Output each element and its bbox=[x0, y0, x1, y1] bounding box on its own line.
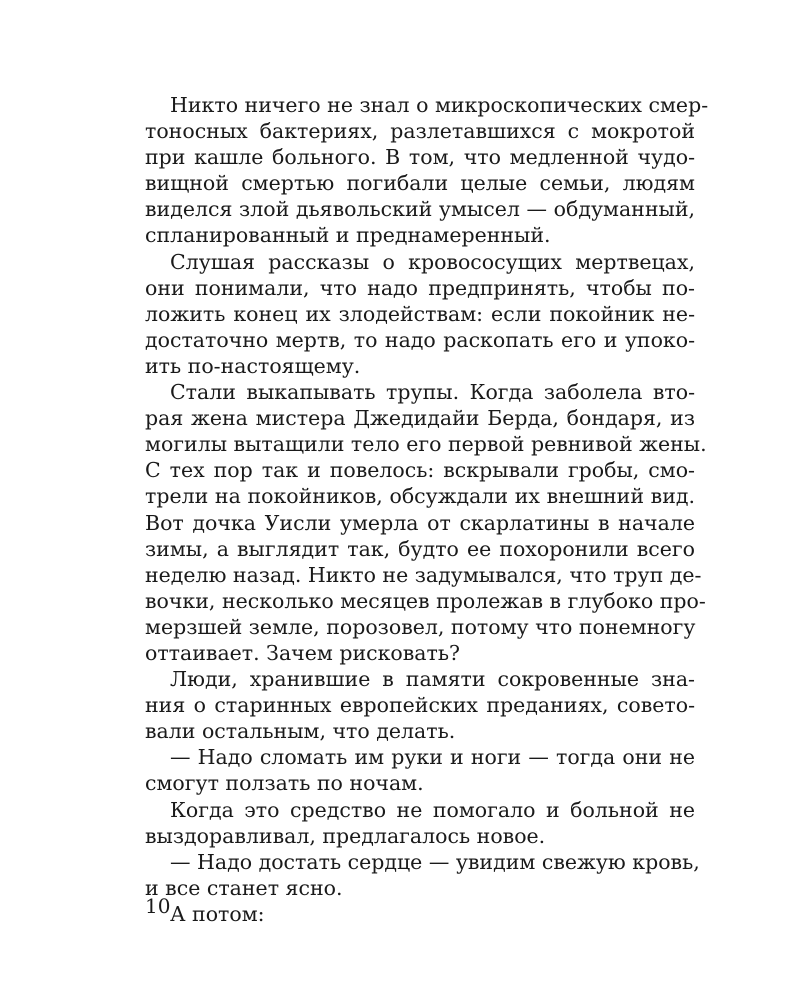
text-line: виделся злой дьявольский умысел — обдуманный, bbox=[145, 197, 695, 222]
text-line: Вот дочка Уисли умерла от скарлатины в начале bbox=[145, 510, 695, 535]
text-line: Никто ничего не знал о микроскопических смер- bbox=[170, 93, 709, 117]
text-line: смогут ползать по ночам. bbox=[145, 771, 424, 796]
text-line: мерзшей земле, порозовел, потому что понемногу bbox=[145, 614, 696, 639]
text-line: зимы, а выглядит так, будто ее похоронили всего bbox=[145, 536, 695, 561]
text-line: неделю назад. Никто не задумывался, что труп де- bbox=[145, 562, 702, 587]
text-line: трели на покойников, обсуждали их внешний вид. bbox=[145, 484, 695, 509]
text-line: спланированный и преднамеренный. bbox=[145, 223, 551, 248]
text-line: и все станет ясно. bbox=[145, 875, 343, 900]
text-line: тоносных бактериях, разлетавшихся с мокротой bbox=[145, 119, 695, 144]
text-line: рая жена мистера Джедидайи Берда, бондаря, из bbox=[145, 406, 695, 431]
text-line: ложить конец их злодействам: если покойник не- bbox=[145, 301, 695, 326]
text-line: С тех пор так и повелось: вскрывали гробы, смо- bbox=[145, 458, 695, 483]
text-line: вали остальным, что делать. bbox=[145, 719, 456, 744]
text-line: Слушая рассказы о кровососущих мертвецах, bbox=[170, 249, 695, 274]
text-line: Стали выкапывать трупы. Когда заболела вто- bbox=[170, 380, 695, 405]
text-line: вищной смертью погибали целые семьи, людям bbox=[145, 171, 695, 196]
text-line: выздоравливал, предлагалось новое. bbox=[145, 823, 546, 848]
text-line: Люди, хранившие в памяти сокровенные зна- bbox=[170, 667, 695, 692]
text-line: при кашле больного. В том, что медленной чудо- bbox=[145, 145, 695, 170]
text-line: ния о старинных европейских преданиях, совето- bbox=[145, 693, 695, 718]
body-text bbox=[145, 92, 709, 927]
text-line: — Надо сломать им руки и ноги — тогда они не bbox=[170, 745, 695, 770]
text-line: могилы вытащили тело его первой ревнивой жены. bbox=[145, 432, 707, 457]
text-line: оттаивает. Зачем рисковать? bbox=[145, 640, 460, 665]
text-line: ить по-настоящему. bbox=[145, 353, 361, 378]
text-line: они понимали, что надо предпринять, чтобы по- bbox=[145, 275, 695, 300]
text-line: вочки, несколько месяцев пролежав в глубоко про- bbox=[145, 588, 706, 613]
text-line: достаточно мертв, то надо раскопать его и упоко- bbox=[145, 327, 695, 352]
text-line: — Надо достать сердце — увидим свежую кровь, bbox=[170, 849, 700, 874]
page-number: 10 bbox=[145, 894, 171, 918]
text-line: А потом: bbox=[170, 901, 265, 926]
text-line: Когда это средство не помогало и больной не bbox=[170, 797, 695, 822]
